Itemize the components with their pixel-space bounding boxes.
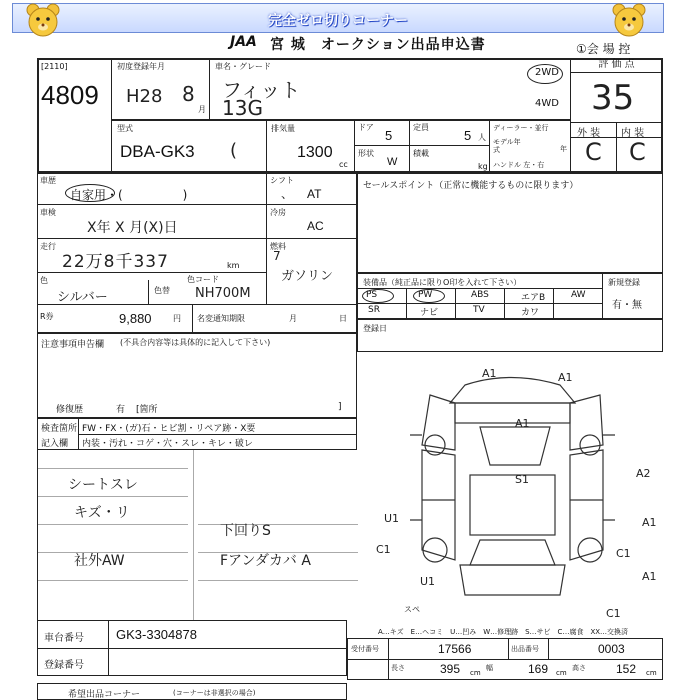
height-unit: cm (646, 669, 657, 677)
displacement-unit: cc (339, 160, 348, 169)
color-value: シルバー (57, 290, 108, 305)
receipt-value: 17566 (438, 642, 472, 656)
banner (12, 3, 664, 33)
inspection-value: X年 X 月(X)日 (87, 220, 178, 236)
car-name-label: 車名・グレード (215, 62, 271, 71)
diagram-mark-12: U1 (420, 575, 436, 588)
diagram-mark-6: A1 (642, 516, 657, 529)
diagram-mark-8: U1 (384, 512, 400, 525)
handwritten-note-3: 社外AW (74, 553, 125, 569)
doors-box (355, 120, 410, 146)
fuel-value: ガソリン (281, 269, 334, 284)
plate-label: 登録番号 (44, 660, 84, 671)
copy-label: ①会 場 控 (576, 42, 631, 56)
recycle-cell (37, 305, 357, 333)
notes-note: (不具合内容等は具体的に記入して下さい) (120, 338, 271, 347)
color-divider (148, 280, 149, 305)
shift-mark: 、 (281, 187, 294, 201)
equipment-abs: ABS (471, 290, 489, 300)
mileage-value: 22万8千337 (62, 252, 169, 272)
car-name: フィット (222, 78, 301, 102)
jaa-logo: JAA (230, 34, 257, 50)
exhibit-label: 出品番号 (511, 645, 539, 653)
handwritten-note-4: 下回りS (220, 523, 271, 539)
shift-value: AT (307, 187, 322, 201)
model-extra-mark: ( (230, 140, 238, 161)
new-parts-label: 新規登録 (608, 278, 640, 287)
diagram-wheel-rl (423, 538, 447, 562)
equipment-pw: PW (418, 290, 433, 300)
sales-point-label: セールスポイント（正常に機能するものに限ります） (363, 181, 579, 191)
new-parts-value: 有・無 (612, 300, 642, 311)
diagram-mark-1: A1 (482, 367, 497, 380)
row-divider-1 (112, 120, 570, 121)
interior-score: C (629, 138, 646, 166)
inspection-check-row2: 内装・汚れ・コゲ・穴・スレ・キレ・破レ (82, 439, 253, 449)
receipt-label: 受付番号 (351, 645, 379, 653)
color-cell (37, 273, 267, 305)
car-grade: 13G (222, 96, 263, 120)
displacement-value: 1300 (297, 144, 333, 161)
lot-number: 4809 (41, 80, 99, 110)
recycle-unit: 円 (173, 314, 181, 323)
vehicle-type-cell (37, 173, 267, 205)
registration-month-unit: 月 (198, 105, 206, 114)
fuel-cell (267, 239, 357, 305)
load-box (410, 146, 490, 173)
fuel-label: 燃料 (270, 242, 286, 251)
cooler-value: AC (307, 219, 324, 233)
registration-date-label: 登録日 (363, 324, 387, 333)
diagram-mark-9: C1 (376, 543, 391, 556)
color-code-label: 色コード (187, 275, 219, 284)
displacement-label: 排気量 (271, 124, 295, 133)
shape-box (355, 146, 410, 173)
color-code: NH700M (195, 286, 251, 301)
cooler-label: 冷房 (270, 208, 286, 217)
name-change-label: 名変通知期限 (197, 314, 245, 323)
exterior-label: 外 装 (577, 128, 601, 139)
drive-2wd: 2WD (535, 67, 559, 78)
diagram-mark-5: A2 (636, 467, 651, 480)
chassis-label: 車台番号 (44, 633, 84, 644)
inspection-cell (37, 205, 267, 239)
banner-title: 完全ゼロ切りコーナー (268, 13, 408, 29)
doors-label: ドア (358, 123, 374, 132)
diagram-rear-window (470, 540, 555, 565)
doors-value: 5 (385, 128, 393, 143)
diagram-mark-3: A1 (515, 417, 530, 430)
model-cell (112, 120, 267, 173)
capacity-value: 5 (464, 128, 472, 143)
score-cell (570, 58, 663, 173)
equipment-sr: SR (368, 305, 380, 315)
car-name-cell (210, 58, 570, 120)
color-change-label: 色替 (154, 286, 170, 295)
exterior-score: C (585, 138, 602, 166)
model-year-unit: 年 (560, 145, 567, 153)
inspection-check-hline (78, 434, 356, 435)
length-value: 395 (440, 662, 461, 676)
repair-location-label: [箇所 (136, 405, 158, 415)
dealer-label: ディーラー・並行 (493, 124, 549, 132)
length-label: 長さ (391, 664, 405, 672)
width-label: 幅 (486, 664, 493, 672)
notes-label: 注意事項申告欄 (41, 340, 105, 350)
score-divider (616, 122, 617, 173)
equipment-label: 装備品（純正品に限りO印を入れて下さい） (363, 278, 522, 287)
diagram-legend: A…キズ E…ヘコミ U…凹み W…修理跡 S…サビ C…腐食 XX…交換済 (378, 628, 629, 636)
equipment-pw-circle (413, 289, 445, 303)
mileage-unit: km (227, 261, 240, 270)
registration-label: 初度登録年月 (117, 62, 165, 71)
equipment-cell (357, 273, 663, 319)
repair-history-value: 有 (116, 405, 126, 415)
diagram-mark-10: C1 (616, 547, 631, 560)
score-label: 評 価 点 (571, 58, 662, 73)
inspection-label: 車検 (40, 208, 56, 217)
diagram-roof-front (450, 378, 575, 404)
inspection-check-row1: FW・FX・(ガ)石・ヒビ割・リペア跡・X要 (82, 424, 256, 434)
mileage-cell (37, 239, 267, 273)
footer-note: (コーナーは非選択の場合) (173, 689, 256, 697)
shape-value: W (387, 156, 398, 168)
model-value: DBA-GK3 (120, 142, 195, 161)
equipment-grid (358, 288, 602, 318)
diagram-right-side (570, 450, 603, 560)
height-label: 高さ (572, 664, 586, 672)
equipment-airbag: エアB (521, 293, 546, 303)
load-label: 積載 (413, 149, 429, 158)
interior-label: 内 装 (621, 128, 645, 139)
sales-point-cell (357, 173, 663, 273)
shift-cell (267, 173, 357, 205)
equipment-ps: PS (366, 290, 378, 300)
footer-cell (37, 683, 347, 700)
inspection-check-label2: 記入欄 (41, 439, 69, 449)
bear-mascot-right-icon (611, 2, 647, 38)
diagram-trunk (460, 565, 565, 595)
width-unit: cm (556, 669, 567, 677)
equipment-ps-circle (362, 289, 394, 303)
repair-history-label: 修復歴 (56, 405, 84, 415)
equipment-aw: AW (571, 290, 586, 300)
measurements-block (347, 638, 663, 680)
diagram-wheel-rr (578, 538, 602, 562)
diagram-mark-11: C1 (606, 607, 621, 620)
shift-label: シフト (270, 176, 294, 185)
lot-code: [2110] (41, 62, 68, 71)
capacity-box (410, 120, 490, 146)
chassis-value: GK3-3304878 (116, 627, 197, 642)
capacity-unit: 人 (478, 133, 486, 142)
diagram-mark-13: スペ (404, 605, 420, 614)
equipment-leather: カワ (521, 308, 540, 318)
diagram-left-side (422, 450, 455, 560)
registration-month: 8 (182, 82, 195, 106)
width-value: 169 (528, 662, 549, 676)
height-value: 152 (616, 662, 637, 676)
length-unit: cm (470, 669, 481, 677)
score-value: 35 (591, 78, 635, 118)
shape-label: 形状 (358, 149, 374, 158)
drive-4wd: 4WD (535, 98, 559, 109)
handwritten-note-1: シートスレ (68, 477, 138, 493)
door-capacity-cell (355, 120, 570, 173)
cooler-cell (267, 205, 357, 239)
equipment-tv: TV (473, 305, 485, 315)
recycle-value: 9,880 (119, 311, 152, 326)
handle-label: ハンドル 左・右 (493, 161, 545, 169)
equipment-navi: ナビ (420, 308, 439, 318)
mileage-label: 走行 (40, 242, 56, 251)
model-label: 型式 (117, 124, 133, 133)
diagram-mark-7: A1 (642, 570, 657, 583)
vehicle-type-value: 自家用・( ) (70, 188, 188, 202)
fuel-mark: 7 (273, 249, 281, 263)
inspection-check-label1: 検査箇所 (41, 424, 78, 434)
diagram-roof (470, 475, 555, 535)
name-change-day: 日 (339, 314, 347, 323)
registration-date-cell (357, 319, 663, 352)
registration-cell (112, 58, 210, 120)
exhibit-value: 0003 (598, 642, 625, 656)
equipment-divider (602, 274, 603, 318)
handwritten-area (37, 450, 357, 620)
dealer-box (490, 120, 570, 173)
diagram-windshield-upper (455, 403, 570, 423)
diagram-hood (480, 427, 550, 465)
lot-cell (37, 58, 112, 173)
displacement-cell (267, 120, 355, 173)
car-damage-diagram (360, 355, 660, 625)
footer-label: 希望出品コーナー (68, 690, 141, 700)
bear-mascot-left-icon (25, 2, 61, 38)
auction-title: 宮 城 オークション出品申込書 (270, 37, 486, 53)
model-year-label: モデル年式 (493, 138, 521, 154)
capacity-label: 定員 (413, 123, 429, 132)
diagram-mark-4: S1 (515, 473, 529, 486)
handwritten-note-2: キズ・リ (74, 505, 130, 521)
vehicle-type-label: 車歴 (40, 176, 56, 185)
recycle-label: R券 (40, 312, 54, 321)
name-change-month: 月 (289, 314, 297, 323)
inspection-check-cell (37, 418, 357, 450)
chassis-block (37, 620, 347, 676)
registration-era-year: H28 (126, 86, 163, 107)
recycle-divider (192, 305, 193, 333)
diagram-mark-2: A1 (558, 371, 573, 384)
handwritten-note-5: Fアンダカバ A (220, 553, 311, 569)
repair-location-end: ] (338, 402, 342, 412)
load-unit: kg (478, 162, 488, 171)
color-label: 色 (40, 276, 48, 285)
notes-cell (37, 333, 357, 418)
